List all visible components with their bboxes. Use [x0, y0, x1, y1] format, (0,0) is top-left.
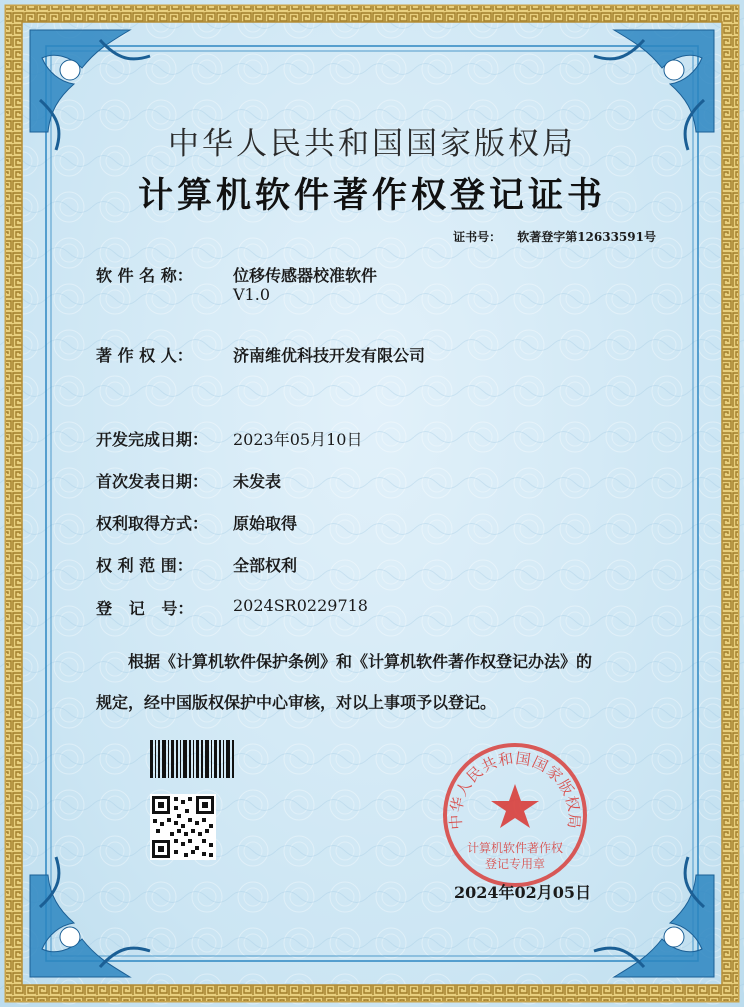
official-seal	[440, 740, 590, 890]
field-label-first-publication-date: 首次发表日期：	[96, 472, 209, 491]
corner-ornament-bottom-left	[30, 857, 150, 977]
certificate-number	[453, 228, 656, 245]
field-value-software-name: 位移传感器校准软件	[233, 266, 378, 285]
field-value-acquisition-method: 原始取得	[233, 514, 298, 533]
statement-line-2: 规定，经中国版权保护中心审核，对以上事项予以登记。	[96, 693, 497, 712]
corner-ornament-bottom-right	[594, 857, 714, 977]
field-value-completion-date: 2023年05月10日	[233, 430, 363, 449]
issuing-authority: 中华人民共和国国家版权局	[168, 126, 576, 162]
field-value-first-publication-date: 未发表	[233, 472, 282, 491]
barcode	[150, 740, 236, 778]
field-value-copyright-owner: 济南维优科技开发有限公司	[233, 346, 426, 365]
statement-line-1: 根据《计算机软件保护条例》和《计算机软件著作权登记办法》的	[128, 652, 593, 671]
certificate-number-value: 软著登字第12633591号	[517, 230, 656, 244]
seal-star-icon	[491, 784, 539, 828]
seal-text-line-2: 登记专用章	[484, 857, 546, 871]
field-label-rights-scope: 权 利 范 围：	[96, 556, 193, 575]
seal-text-line-1: 计算机软件著作权	[466, 841, 564, 855]
seal-ring-text: 中华人民共和国国家版权局	[446, 749, 584, 831]
qr-code	[150, 794, 216, 860]
issue-date: 2024年02月05日	[454, 883, 592, 902]
field-label-registration-number: 登 记 号：	[96, 599, 194, 618]
field-value-registration-number: 2024SR0229718	[233, 596, 368, 615]
field-label-software-name: 软 件 名 称：	[96, 266, 193, 285]
field-value-rights-scope: 全部权利	[233, 556, 298, 575]
field-label-copyright-owner: 著 作 权 人：	[96, 346, 193, 365]
field-label-completion-date: 开发完成日期：	[96, 430, 209, 449]
field-label-acquisition-method: 权利取得方式：	[96, 514, 209, 533]
certificate-title: 计算机软件著作权登记证书	[137, 175, 606, 216]
field-value-software-version: V1.0	[233, 285, 270, 304]
certificate-number-label: 证书号：	[453, 230, 502, 244]
